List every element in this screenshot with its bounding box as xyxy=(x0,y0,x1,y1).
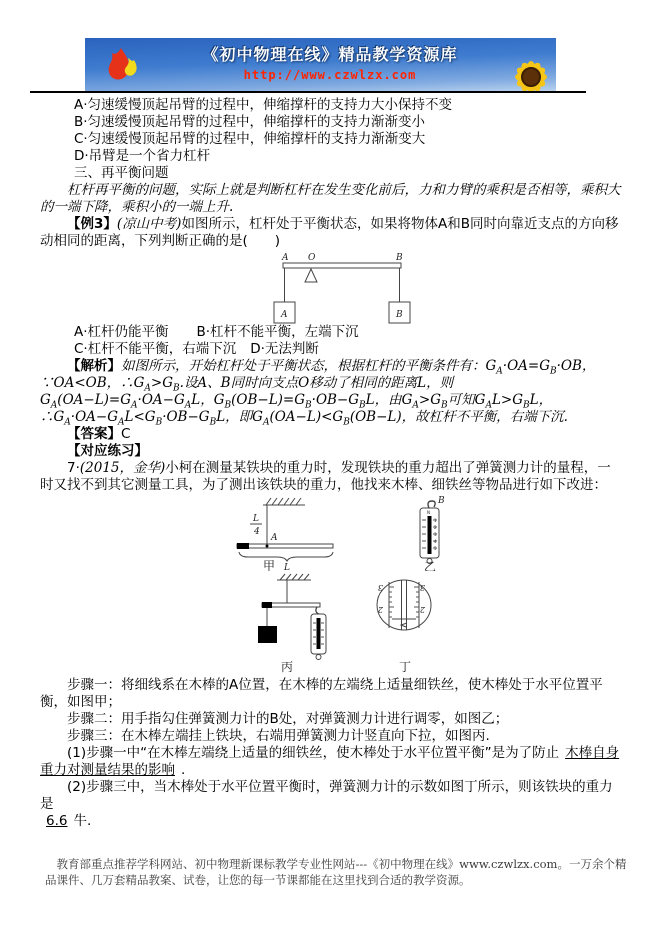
flame-logo-icon xyxy=(99,44,151,86)
example3-option-b: B·杠杆不能平衡，左端下沉 xyxy=(196,324,359,340)
lever-beam xyxy=(283,263,401,268)
example3-option-c: C·杠杆不能平衡，右端下沉 xyxy=(74,341,237,357)
sub-question-1-text: (1)步骤一中“在木棒左端绕上适量的细铁丝，使木棒处于水平位置平衡”是为了防止 xyxy=(67,745,560,761)
option-b: B·匀速缓慢顶起吊臂的过程中，伸缩撑杆的支持力渐渐变小 xyxy=(74,114,426,130)
answer-line xyxy=(40,426,621,443)
example3-options-row1 xyxy=(40,324,621,341)
step-3: 步骤三：在木棒左端挂上铁块，右端用弹簧测力计竖直向下拉，如图丙. xyxy=(67,728,490,744)
svg-text:2: 2 xyxy=(434,525,437,530)
banner-title: 《初中物理在线》精品教学资源库 xyxy=(202,45,458,64)
hook-B-label: B xyxy=(438,496,445,506)
svg-text:2: 2 xyxy=(419,605,425,614)
answer-label: 【答案】 xyxy=(67,426,121,442)
question7-stem xyxy=(40,460,621,494)
spring-coil xyxy=(317,618,321,649)
caption-yi: 乙 xyxy=(424,560,437,571)
step-1: 步骤一：将细线系在木棒的A位置，在木棒的左端绕上适量细铁丝，使木棒处于水平位置平衡，如图甲； xyxy=(40,677,603,710)
svg-text:1: 1 xyxy=(434,518,437,523)
example3-text: 如图所示，杠杆处于平衡状态，如果将物体A和B同时向靠近支点的方向移动相同的距离，下列判断正确的是( ) xyxy=(40,216,619,249)
figure-yi xyxy=(382,494,452,571)
sub-question-2-answer-line xyxy=(40,813,621,830)
scale-top-hook xyxy=(316,607,319,614)
example3-option-d: D·无法判断 xyxy=(250,341,319,357)
question7-text: 小柯在测量某铁块的重力时，发现铁块的重力超出了弹簧测力计的量程，一时又找不到其它测量工具，为了测出该铁块的重力，他找来木棒、细铁丝等物品进行如下改进： xyxy=(40,460,611,493)
question7-source: (2015，金华) xyxy=(79,460,166,476)
svg-text:3: 3 xyxy=(419,583,425,592)
tie-point xyxy=(266,545,269,548)
length-fraction-num: L xyxy=(253,514,259,524)
example3-stem xyxy=(40,216,621,250)
top-hook xyxy=(428,501,435,508)
banner-divider xyxy=(30,91,586,93)
caption-bing: 丙 xyxy=(281,660,294,673)
example3-option-a: A·杠杆仍能平衡 xyxy=(74,324,169,340)
wire-wrap xyxy=(237,543,249,549)
spring-coil xyxy=(428,516,432,554)
sub-question-2 xyxy=(40,779,621,813)
svg-text:4: 4 xyxy=(434,539,437,544)
practice-label: 【对应练习】 xyxy=(67,443,148,459)
caption-ding: 丁 xyxy=(399,660,412,673)
document-body xyxy=(40,97,621,830)
point-A-label: A xyxy=(271,533,278,543)
analysis-paragraph xyxy=(40,358,621,426)
svg-text:3: 3 xyxy=(434,532,437,537)
sub-question-1-suffix: . xyxy=(181,762,186,778)
sub-question-2-suffix: 牛. xyxy=(73,813,92,829)
option-a: A·匀速缓慢顶起吊臂的过程中，伸缩撑杆的支持力大小保持不变 xyxy=(74,97,453,113)
svg-text:2: 2 xyxy=(377,605,383,614)
example3-label: 【例3】 xyxy=(67,216,117,232)
figure-bing xyxy=(235,571,345,673)
unit-N: N xyxy=(427,510,430,515)
figure-row-bing-ding xyxy=(40,571,621,677)
option-d: D·吊臂是一个省力杠杆 xyxy=(74,148,211,164)
sub-question-2-answer: 6.6 xyxy=(46,813,68,829)
section-heading: 三、再平衡问题 xyxy=(74,165,169,181)
sub-question-1-answer: 木棒自身重力对测量结果的影响 xyxy=(40,745,620,778)
figure-row-jia-yi xyxy=(40,494,621,571)
sunflower-image xyxy=(508,51,554,91)
bottom-hook xyxy=(316,655,321,660)
lever-label-O: O xyxy=(308,253,316,263)
svg-text:3: 3 xyxy=(377,583,383,592)
figure-ding xyxy=(373,573,443,673)
svg-text:5: 5 xyxy=(434,546,437,551)
lever-label-B: B xyxy=(396,253,403,263)
lever-label-A: A xyxy=(282,253,289,263)
caption-jia: 甲 xyxy=(263,559,276,571)
question7-number: 7· xyxy=(67,460,80,476)
example3-source: (凉山中考) xyxy=(116,216,182,232)
site-banner xyxy=(85,38,556,91)
weight-A-label: A xyxy=(281,310,288,320)
weight-B-label: B xyxy=(396,310,403,320)
banner-url: http://www.czwlzx.com xyxy=(243,68,417,82)
ceiling-hatch xyxy=(266,498,301,505)
step-2: 步骤二：用手指勾住弹簧测力计的B处，对弹簧测力计进行调零，如图乙； xyxy=(67,711,509,727)
iron-block xyxy=(258,626,277,643)
site-footer: 教育部重点推荐学科网站、初中物理新课标教学专业性网站---《初中物理在线》www.czwlzx.com。一万余个精品课件、几万套精品教案、试卷，让您的每一节课都能在这里找到合适的教学资源。 xyxy=(45,857,627,887)
wire-wrap xyxy=(262,602,272,608)
ceiling-hatch xyxy=(280,574,309,580)
length-fraction-den: 4 xyxy=(254,527,260,537)
analysis-text: 如图所示，开始杠杆处于平衡状态，根据杠杆的平衡条件有：$G_A\cdot OA=G_B\cdot OB$，∵OA<OB，$\therefore G_A>G_B$.设A、B同时向支点O移动了相同的距离L，则$G_A(OA-L)=G_A\cdot OA-G_AL$，$G_B(OB-L)=G_B\cdot OB-G_BL$，由$G_A>G_B$可知$G_AL>G_BL$，$\therefore G_A\cdot OA-G_AL<G_B\cdot OB-G_BL$，即$G_A(OA-L)<G_B(OB-L)$，故杠杆不平衡，右端下沉. xyxy=(40,358,596,428)
length-brace xyxy=(239,552,333,561)
lever-diagram xyxy=(40,250,621,324)
section-intro: 杠杆再平衡的问题，实际上就是判断杠杆在发生变化前后，力和力臂的乘积是否相等，乘积大的一端下降，乘积小的一端上升. xyxy=(40,182,621,215)
analysis-label: 【解析】 xyxy=(67,358,121,374)
answer-value: C xyxy=(121,426,131,442)
rod-length-label: L xyxy=(284,563,290,571)
wood-rod xyxy=(237,544,333,548)
sub-question-2-text: (2)步骤三中，当木棒处于水平位置平衡时，弹簧测力计的示数如图丁所示，则该铁块的重力是 xyxy=(40,779,613,812)
example3-options-row2 xyxy=(40,341,621,358)
fulcrum-triangle xyxy=(305,269,317,282)
figure-jia xyxy=(235,494,355,571)
option-c: C·匀速缓慢顶起吊臂的过程中，伸缩撑杆的支持力渐渐变大 xyxy=(74,131,426,147)
sub-question-1 xyxy=(40,745,621,779)
